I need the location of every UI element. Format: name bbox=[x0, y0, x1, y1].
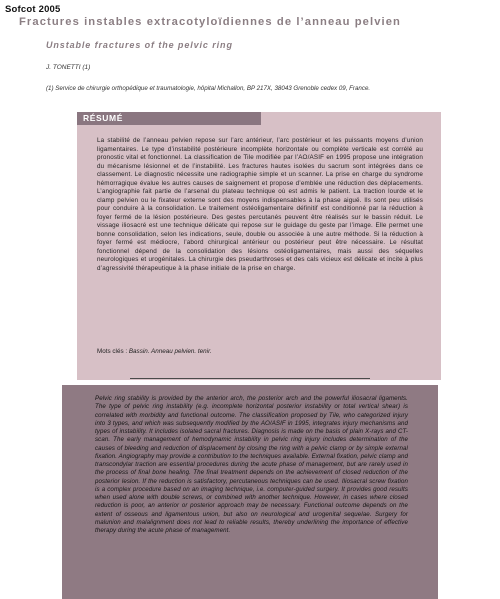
keywords-label: Mots clés : bbox=[97, 348, 128, 355]
author-affiliation: (1) Service de chirurgie orthopédique et traumatologie, hôpital Michallon, BP 217X, 38043 Grenoble cedex 09, France. bbox=[46, 85, 371, 92]
keywords-line bbox=[97, 348, 423, 355]
journal-header: Sofcot 2005 bbox=[5, 4, 61, 15]
keywords-values: Bassin. Anneau pelvien. tenir. bbox=[128, 348, 212, 355]
english-abstract-section bbox=[62, 385, 438, 599]
author-line: J. TONETTI (1) bbox=[46, 64, 91, 71]
article-title-french: Fractures instables extracotyloïdiennes de l’anneau pelvien bbox=[19, 16, 401, 28]
article-title-english: Unstable fractures of the pelvic ring bbox=[46, 40, 233, 50]
resume-heading: RÉSUMÉ bbox=[77, 112, 261, 125]
section-divider bbox=[130, 378, 370, 379]
resume-text: La stabilité de l’anneau pelvien repose sur l’arc antérieur, l’arc postérieur et les puissants moyens d’union ligamentaires. Le type d’instabilité postérieure incomplète horizontale ou complète verticale est corrélé au pronostic vital et fonctionnel. La classification de Tile modifiée par l’AO/ASIF en 1995 propose une intégration du mécanisme lésionnel et de l’instabilité. Les fractures hautes isolées du sacrum sont intégrées dans ce classement. Le diagnostic nécessite une radiographie simple et un scanner. La prise en charge du syndrome hémorragique évalue les autres causes de saignement et propose d’emblée une réduction des déplacements. L’angiographie fait partie de l’arsenal du plateau technique où est admis le patient. La traction lourde et le clamp pelvien ou le fixateur externe sont des moyens indispensables à la phase aiguë. Ils sont peu utilisés pour conduire à la consolidation. Le traitement ostéoligamentaire définitif est conditionné par la réduction à foyer fermé de la lésion postérieure. Des gestes percutanés peuvent être réalisés sur le bassin réduit. Le vissage iliosacré est une technique délicate qui repose sur le guidage du geste par l’image. Elle permet une bonne consolidation, selon les indications, seule, double ou associée à une autre méthode. Si la réduction à foyer fermé est médiocre, l’abord chirurgical antérieur ou postérieur peut être nécessaire. Le résultat fonctionnel dépend de la consolidation des lésions ostéoligamentaires, mais aussi des séquelles neurologiques et urogénitales. La chirurgie des pseudarthroses et des cals vicieux est délicate et incite à plus d’agressivité thérapeutique à la phase initiale de la prise en charge. bbox=[97, 137, 423, 272]
english-abstract-text: Pelvic ring stability is provided by the anterior arch, the posterior arch and the powerful iliosacral ligaments. The type of pelvic ring instability (e.g. incomplete horizontal posterior instability or total vertical shear) is correlated with morbidity and functional outcome. The classification proposed by Tile, who categorized injury into 3 types, and which was subsequently modified by the AO/ASIF in 1995, integrates injury mechanisms and types of instability. It includes isolated sacral fractures. Diagnosis is made on the basis of plain X-rays and CT-scan. The early management of hemodynamic instability in pelvic ring injury includes determination of the causes of bleeding and reduction of displacement by closing the ring with a pelvic clamp or by simple external fixation. Angiography may provide a contribution to the techniques available. External fixation, pelvic clamp and transcondylar traction are essential procedures during the acute phase of management, but are rarely used in the process of final bone healing. The final treatment depends on the achievement of closed reduction of the posterior lesion. If the reduction is satisfactory, percutaneous techniques can be used. Iliosacral screw fixation is a complex procedure based on an imaging technique, i.e. computer-guided surgery. It provides good results when used alone with double screws, or combined with another technique. However, in cases where closed reduction is poor, an anterior or posterior approach may be necessary. Functional outcome depends on the extent of osseous and ligamentous union, but also on neurological and urogenital sequelae. Surgery for malunion and malalignment does not lead to reliable results, thereby underlining the importance of effective therapy during the acute phase of management. bbox=[95, 395, 408, 534]
resume-section bbox=[77, 112, 441, 380]
